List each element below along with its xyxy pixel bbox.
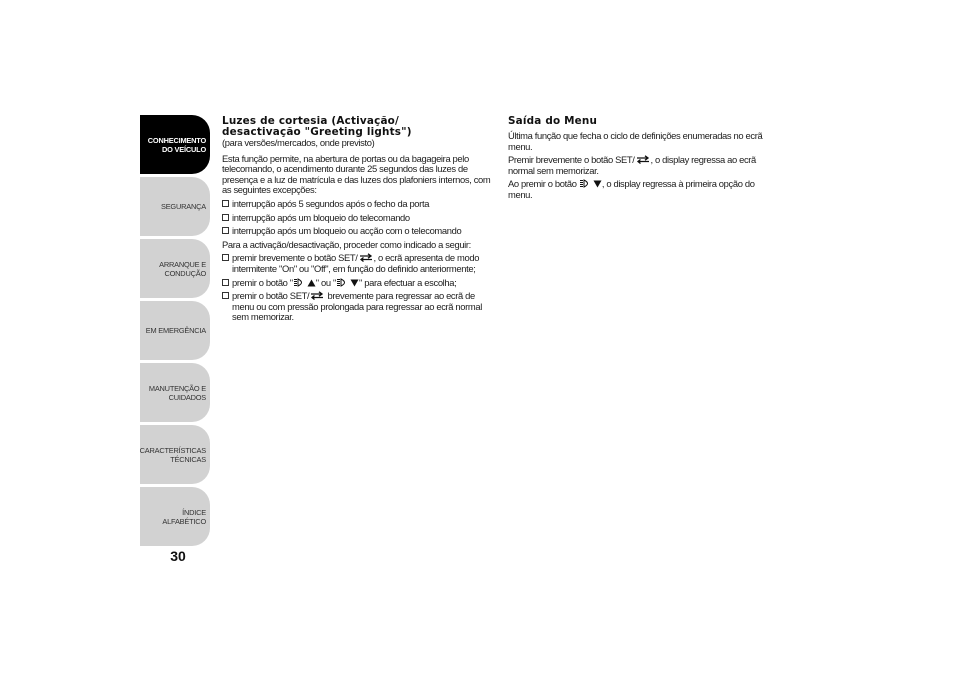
bullet-box-icon (222, 214, 229, 221)
tab-indice-alfabetico[interactable]: ÍNDICE ALFABÉTICO (140, 487, 210, 546)
tab-arranque-e-conducao[interactable]: ARRANQUE E CONDUÇÃO (140, 239, 210, 298)
left-column (222, 116, 494, 326)
bullet-box-icon (222, 227, 229, 234)
tab-seguranca[interactable]: SEGURANÇA (140, 177, 210, 236)
up-triangle-icon (307, 279, 316, 287)
procedure-intro: Para a activação/desactivação, proceder como indicado a seguir: (222, 238, 471, 250)
rotary-knob-icon (579, 179, 593, 188)
page-number: 30 (170, 548, 186, 564)
tab-em-emergencia[interactable]: EM EMERGÊNCIA (140, 301, 210, 360)
set-return-arrow-icon (309, 291, 325, 300)
sidebar-tabs (140, 115, 210, 549)
right-column (508, 116, 774, 204)
intro-paragraph: Esta função permite, na abertura de portas ou da bagageira pelo telecomando, o acendimento durante 25 segundos das luzes de presença e a luz de matrícula e das luzes dos plafoniers internos, com as seguintes excepções: (222, 152, 491, 196)
tab-manutencao-e-cuidados[interactable]: MANUTENÇÃO E CUIDADOS (140, 363, 210, 422)
down-triangle-icon (593, 180, 602, 188)
bullet-box-icon (222, 292, 229, 299)
set-return-arrow-icon (358, 253, 374, 262)
section-title-menu-exit: Saída do Menu (508, 115, 598, 127)
set-return-arrow-icon (635, 155, 651, 164)
subtitle: (para versões/mercados, onde previsto) (222, 137, 375, 148)
rotary-knob-icon (336, 278, 350, 287)
section-title-greeting-lights: Luzes de cortesia (Activação/ desactivação "Greeting lights") (222, 115, 412, 138)
bullet-box-icon (222, 254, 229, 261)
list-item: interrupção após um bloqueio do telecomando (222, 213, 494, 224)
bullet-box-icon (222, 279, 229, 286)
down-triangle-icon (350, 279, 359, 287)
list-item: interrupção após 5 segundos após o fecho da porta (222, 199, 494, 210)
list-item: premir o botão " " ou " " para efectuar a escolha; (222, 278, 494, 289)
list-item: premir brevemente o botão SET/ , o ecrã apresenta de modo intermitente "On" ou "Off", em função do definido anteriormente; (222, 253, 494, 274)
bullet-box-icon (222, 200, 229, 207)
list-item: interrupção após um bloqueio ou acção com o telecomando (222, 226, 494, 237)
list-item: premir o botão SET/ brevemente para regressar ao ecrã de menu ou com pressão prolongada para regressar ao ecrã normal sem memorizar. (222, 291, 494, 323)
paragraph: Ao premir o botão , o display regressa à primeira opção do menu. (508, 178, 755, 200)
tab-conhecimento-do-veiculo[interactable]: CONHECIMENTO DO VEÍCULO (140, 115, 210, 174)
tab-caracteristicas-tecnicas[interactable]: CARACTERÍSTICAS TÉCNICAS (140, 425, 210, 484)
paragraph: Premir brevemente o botão SET/ , o display regressa ao ecrã normal sem memorizar. (508, 154, 756, 176)
paragraph: Última função que fecha o ciclo de definições enumeradas no ecrã menu. (508, 130, 763, 152)
rotary-knob-icon (293, 278, 307, 287)
